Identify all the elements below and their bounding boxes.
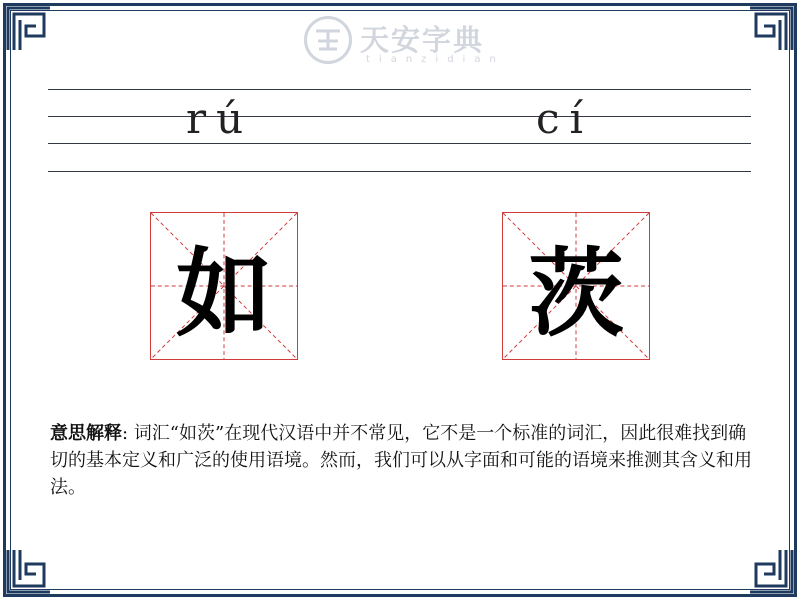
logo-subtitle: tianzidian: [366, 54, 505, 65]
pinyin-syllable: cí: [536, 94, 593, 143]
character-grid-box: [502, 212, 650, 360]
pinyin-guide-line: [48, 116, 751, 117]
meaning-label: 意思解释: [50, 423, 122, 444]
hanzi-character: 茨: [528, 236, 624, 350]
site-logo: [304, 14, 504, 70]
corner-ornament-icon: [6, 6, 52, 52]
hanzi-character: 如: [176, 236, 272, 350]
pinyin-guide-line: [48, 89, 751, 90]
inner-frame: [10, 10, 790, 590]
character-grid-box: [150, 212, 298, 360]
corner-ornament-icon: [6, 548, 52, 594]
logo-name: 天安字典: [360, 23, 485, 57]
corner-ornament-icon: [748, 6, 794, 52]
logo-seal-icon: [304, 16, 352, 64]
meaning-text: : 词汇“如茨”在现代汉语中并不常见，它不是一个标准的词汇，因此很难找到确切的基本定义和广泛的使用语境。然而，我们可以从字面和可能的语境来推测其含义和用法。: [50, 423, 752, 498]
pinyin-syllable: rú: [186, 94, 254, 143]
meaning-paragraph: [50, 420, 762, 501]
pinyin-guide-line: [48, 143, 751, 144]
pinyin-guide-line: [48, 171, 751, 172]
corner-ornament-icon: [748, 548, 794, 594]
